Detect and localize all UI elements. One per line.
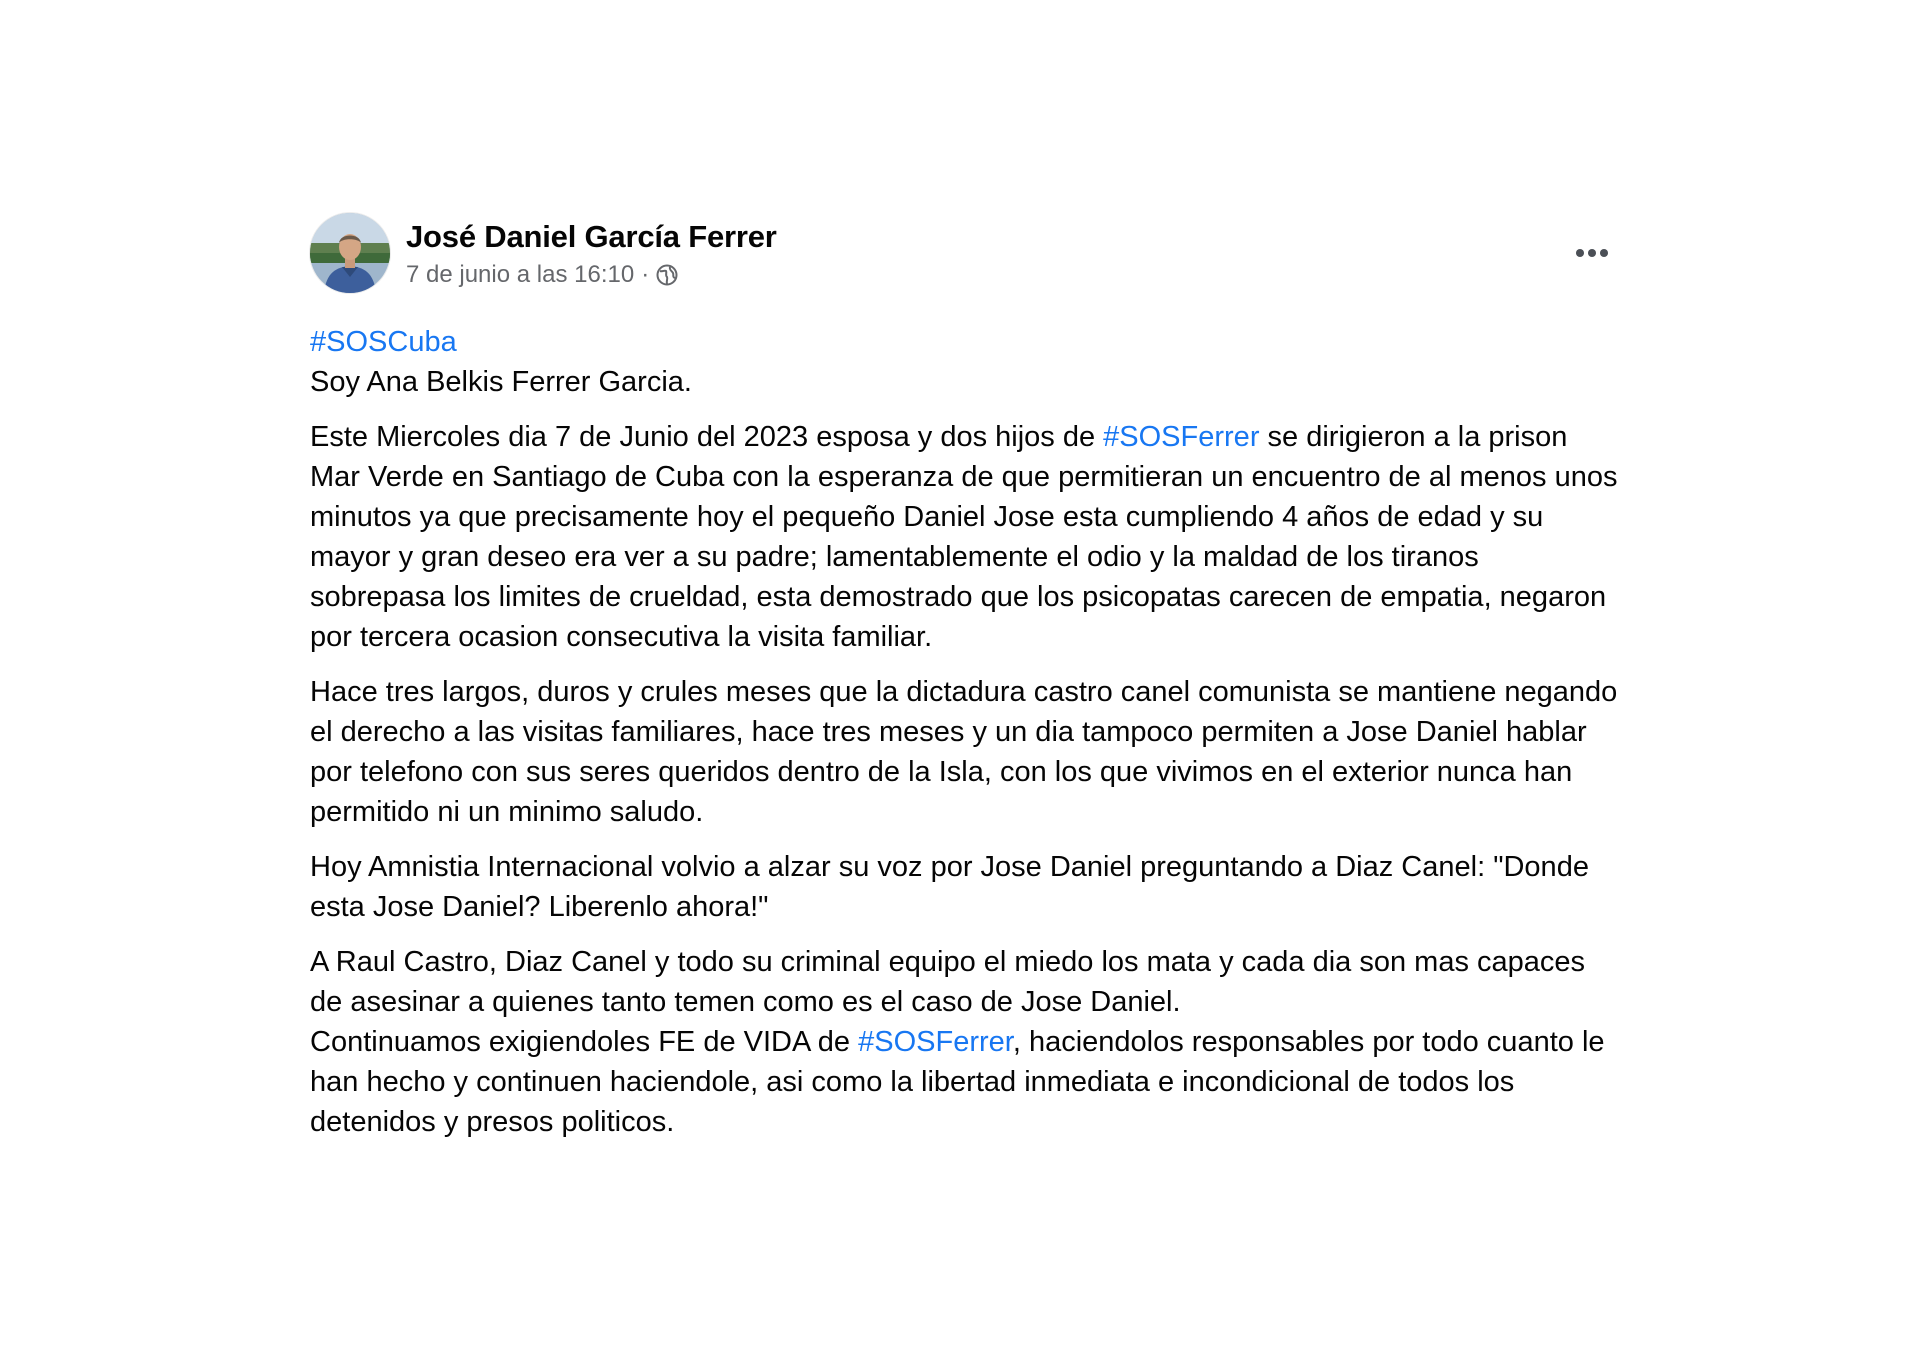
paragraph-5	[310, 1022, 1620, 1142]
paragraph-text: se dirigieron a la prison Mar Verde en Santiago de Cuba con la esperanza de que permitieran un encuentro de al menos unos minutos ya que precisamente hoy el pequeño Daniel Jose esta cumpliendo 4 años de edad y su mayor y gran deseo era ver a su padre; lamentablemente el odio y la maldad de los tiranos sobrepasa los limites de crueldad, esta demostrado que los psicopatas carecen de empatia, negaron por tercera ocasion consecutiva la visita familiar.	[310, 421, 1618, 653]
author-name[interactable]: José Daniel García Ferrer	[406, 219, 777, 254]
hashtag-link[interactable]: #SOSFerrer	[1103, 421, 1260, 453]
paragraph-3: Hoy Amnistia Internacional volvio a alzar su voz por Jose Daniel preguntando a Diaz Canel: "Donde esta Jose Daniel? Liberenlo ahora!"	[310, 851, 1589, 923]
globe-icon[interactable]	[655, 263, 679, 287]
hashtag-link[interactable]: #SOSFerrer	[858, 1026, 1013, 1058]
facebook-post	[310, 213, 1620, 1142]
hashtag-link[interactable]: #SOSCuba	[310, 326, 457, 358]
post-header	[310, 213, 1620, 295]
paragraph-text: , haciendolos responsables por todo cuanto le han hecho y continuen haciendole, asi como la libertad inmediata e incondicional de todos los detenidos y presos politicos.	[310, 1026, 1605, 1138]
paragraph-text: Continuamos exigiendoles FE de VIDA de	[310, 1026, 859, 1058]
more-options-button[interactable]	[1564, 233, 1620, 273]
hashtag-line	[310, 322, 1620, 362]
post-body	[310, 322, 1620, 1142]
paragraph-2: Hace tres largos, duros y crules meses que la dictadura castro canel comunista se mantiene negando el derecho a las visitas familiares, hace tres meses y un dia tampoco permiten a Jose Daniel hablar por telefono con sus seres queridos dentro de la Isla, con los que vivimos en el exterior nunca han permitido ni un minimo saludo.	[310, 676, 1618, 828]
more-options-icon	[1575, 248, 1609, 258]
meta-separator: ·	[641, 261, 650, 288]
post-timestamp[interactable]: 7 de junio a las 16:10	[406, 261, 635, 288]
paragraph-text: Este Miercoles dia 7 de Junio del 2023 esposa y dos hijos de	[310, 421, 1104, 453]
paragraph-1	[310, 417, 1620, 657]
profile-photo	[310, 213, 390, 293]
post-meta	[406, 261, 679, 289]
paragraph-4: A Raul Castro, Diaz Canel y todo su criminal equipo el miedo los mata y cada dia son mas capaces de asesinar a quienes tanto temen como es el caso de Jose Daniel.	[310, 946, 1586, 1018]
avatar[interactable]	[310, 213, 390, 293]
intro-line: Soy Ana Belkis Ferrer Garcia.	[310, 366, 692, 398]
